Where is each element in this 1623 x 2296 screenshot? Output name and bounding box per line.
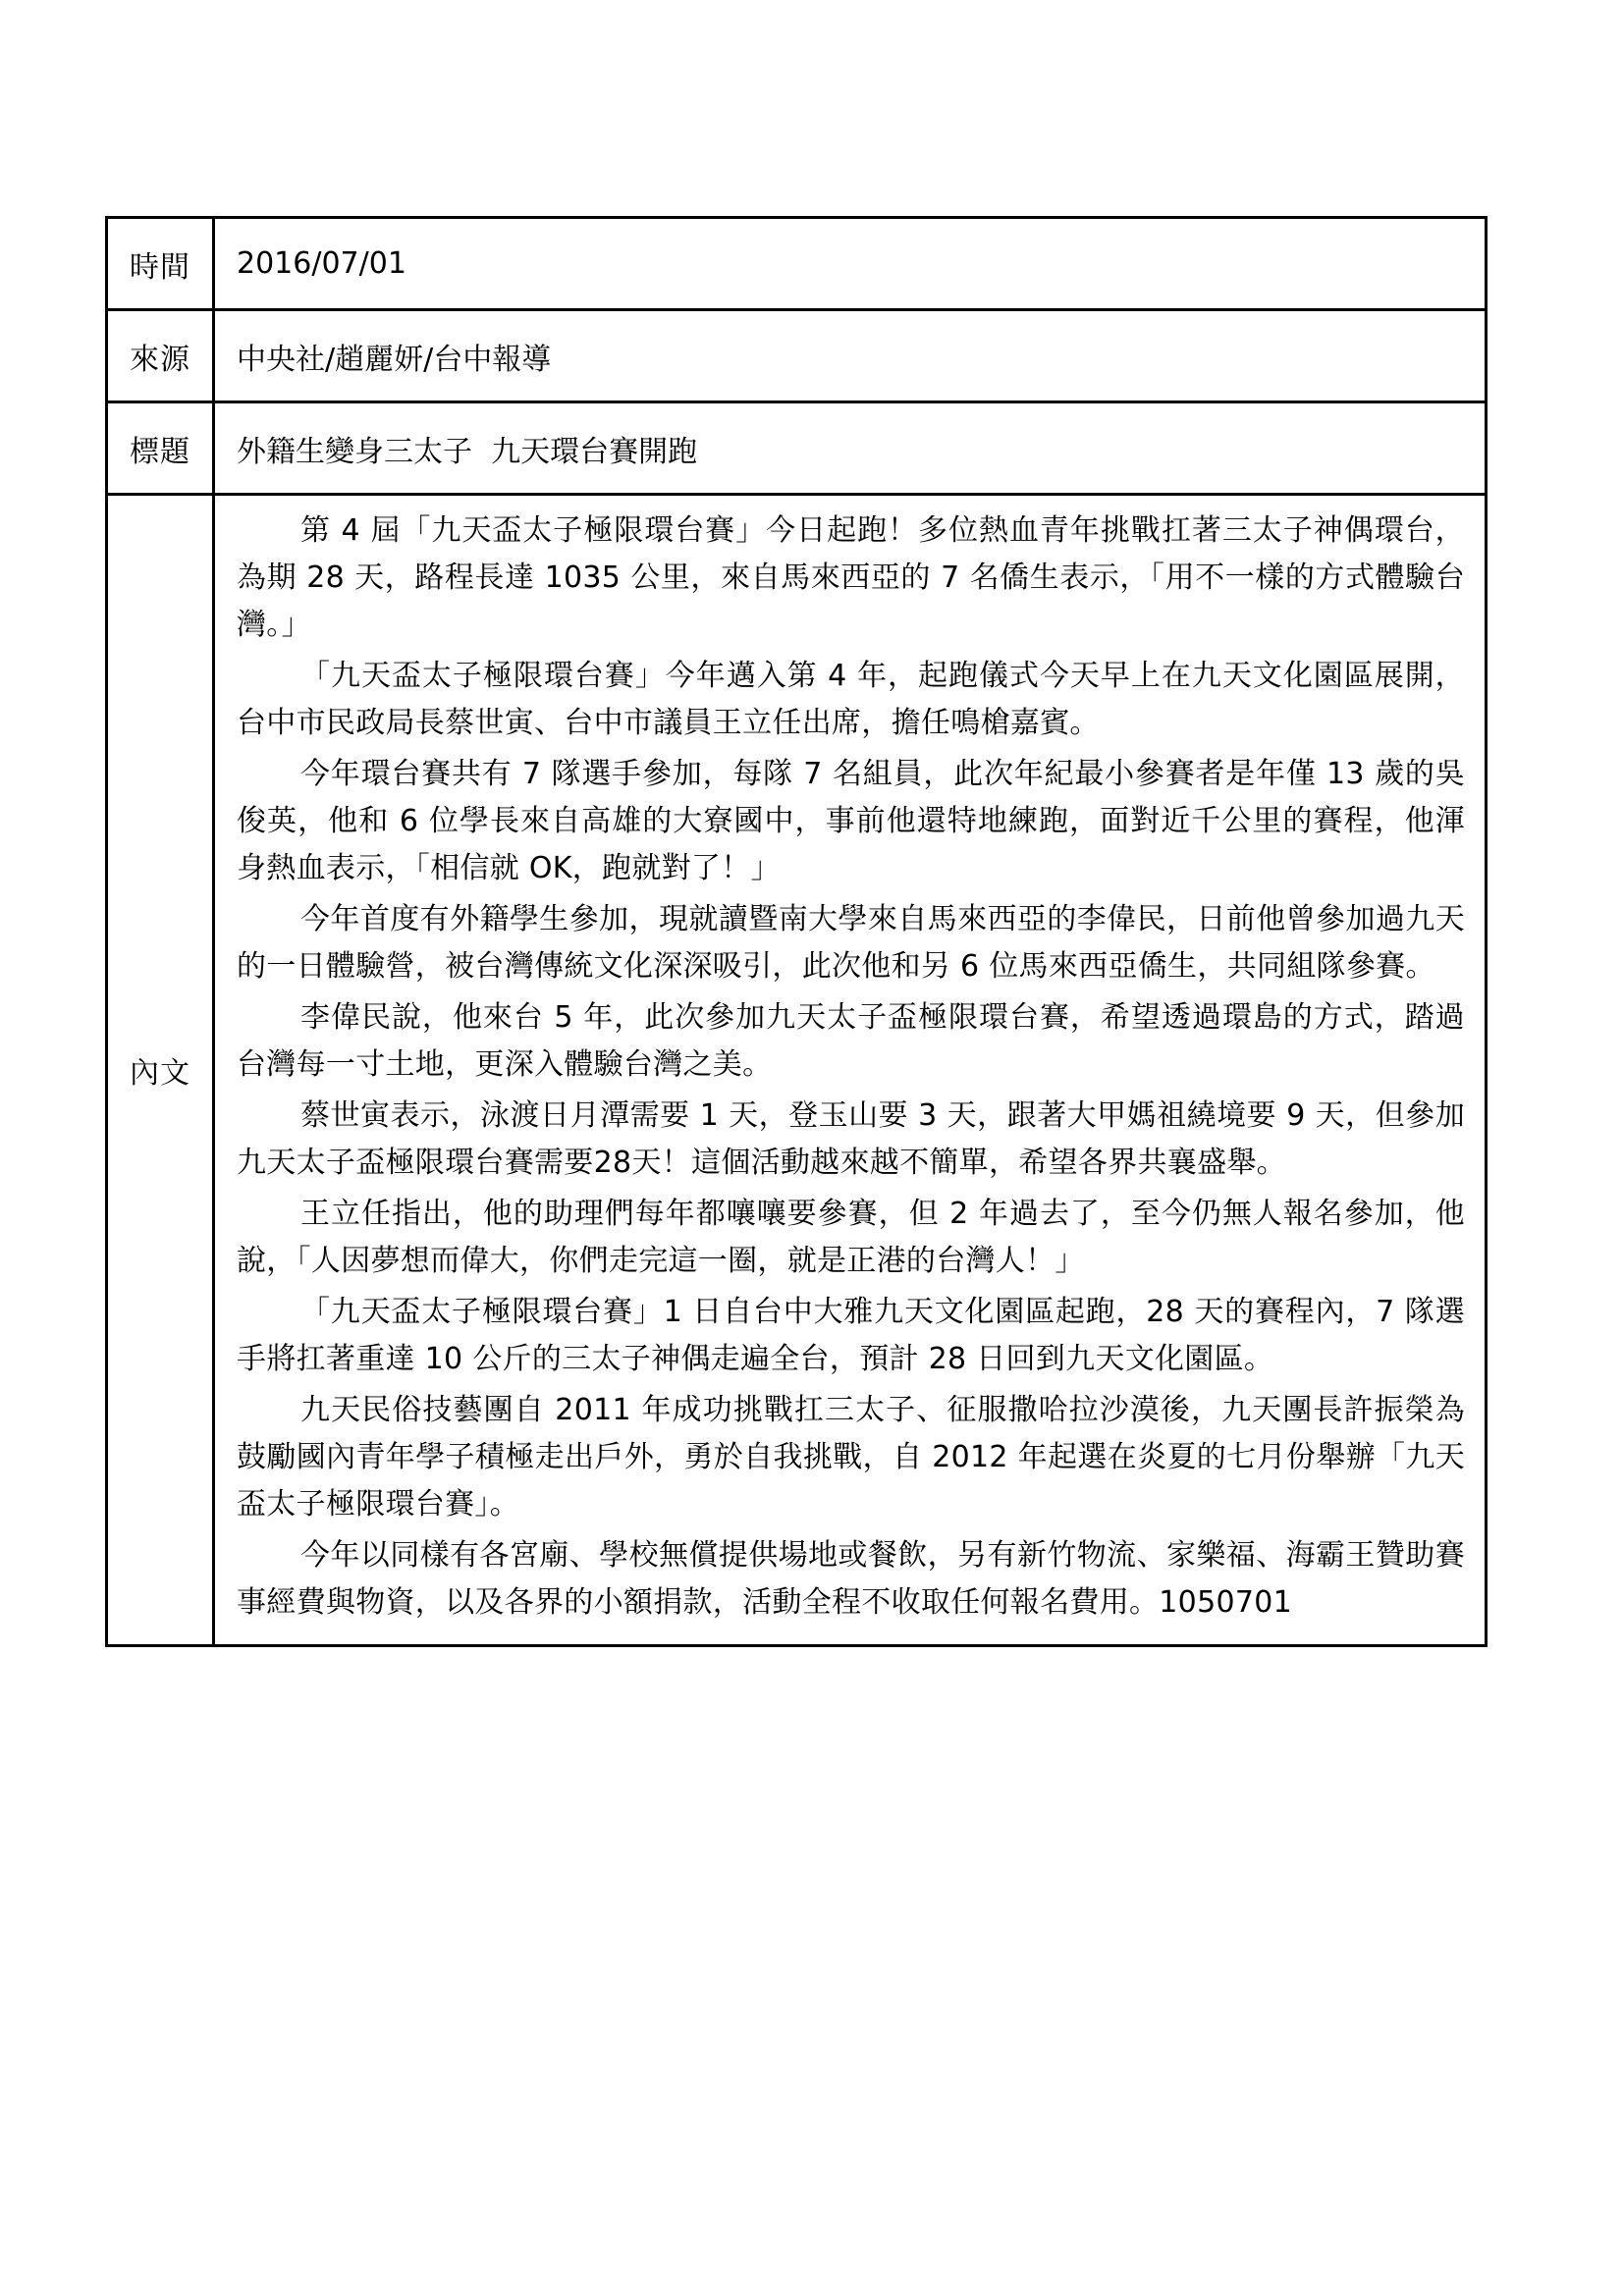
paragraph: 蔡世寅表示，泳渡日月潭需要 1 天，登玉山要 3 天，跟著大甲媽祖繞境要 9 天，但參加九天太子盃極限環台賽需要28天！這個活動越來越不簡單，希望各界共襄盛舉。	[237, 1098, 1465, 1180]
body-content	[214, 495, 1487, 1646]
paragraph: 王立任指出，他的助理們每年都嚷嚷要參賽，但 2 年過去了，至今仍無人報名參加，他說，「人因夢想而偉大，你們走完這一圈，就是正港的台灣人！」	[237, 1197, 1465, 1278]
paragraph: 今年以同樣有各宮廟、學校無償提供場地或餐飲，另有新竹物流、家樂福、海霸王贊助賽事經費與物資，以及各界的小額捐款，活動全程不收取任何報名費用。1050701	[237, 1538, 1465, 1620]
paragraph: 「九天盃太子極限環台賽」1 日自台中大雅九天文化園區起跑，28 天的賽程內，7 隊選手將扛著重達 10 公斤的三太子神偶走遍全台，預計 28 日回到九天文化園區。	[237, 1295, 1465, 1376]
time-label: 時間	[107, 218, 214, 310]
title-value	[214, 402, 1487, 495]
source-value: 中央社/趙麗妍/台中報導	[214, 310, 1487, 402]
time-value: 2016/07/01	[214, 218, 1487, 310]
title-label: 標題	[107, 402, 214, 495]
row-source	[107, 310, 1487, 402]
paragraph: 「九天盃太子極限環台賽」今年邁入第 4 年，起跑儀式今天早上在九天文化園區展開，台中市民政局長蔡世寅、台中市議員王立任出席，擔任鳴槍嘉賓。	[237, 659, 1465, 740]
body-label: 內文	[107, 495, 214, 1646]
source-label: 來源	[107, 310, 214, 402]
row-title	[107, 402, 1487, 495]
title-text: 外籍生變身三太子 九天環台賽開跑	[237, 434, 698, 469]
row-body	[107, 495, 1487, 1646]
paragraph: 今年首度有外籍學生參加，現就讀暨南大學來自馬來西亞的李偉民，日前他曾參加過九天的一日體驗營，被台灣傳統文化深深吸引，此次他和另 6 位馬來西亞僑生，共同組隊參賽。	[237, 902, 1465, 984]
paragraph: 李偉民說，他來台 5 年，此次參加九天太子盃極限環台賽，希望透過環島的方式，踏過台灣每一寸土地，更深入體驗台灣之美。	[237, 1000, 1465, 1082]
paragraph: 第 4 屆「九天盃太子極限環台賽」今日起跑！多位熱血青年挑戰扛著三太子神偶環台，為期 28 天，路程長達 1035 公里，來自馬來西亞的 7 名僑生表示，「用不一樣的方式體驗台灣。」	[237, 513, 1465, 642]
paragraph: 今年環台賽共有 7 隊選手參加，每隊 7 名組員，此次年紀最小參賽者是年僅 13 歲的吳俊英，他和 6 位學長來自高雄的大寮國中，事前他還特地練跑，面對近千公里的賽程，他渾身熱血表示，「相信就 OK，跑就對了！」	[237, 757, 1465, 885]
row-time	[107, 218, 1487, 310]
paragraph: 九天民俗技藝團自 2011 年成功挑戰扛三太子、征服撒哈拉沙漠後，九天團長許振榮為鼓勵國內青年學子積極走出戶外，勇於自我挑戰，自 2012 年起選在炎夏的七月份舉辦「九天盃太子極限環台賽」。	[237, 1393, 1465, 1522]
news-record-table	[105, 216, 1488, 1647]
